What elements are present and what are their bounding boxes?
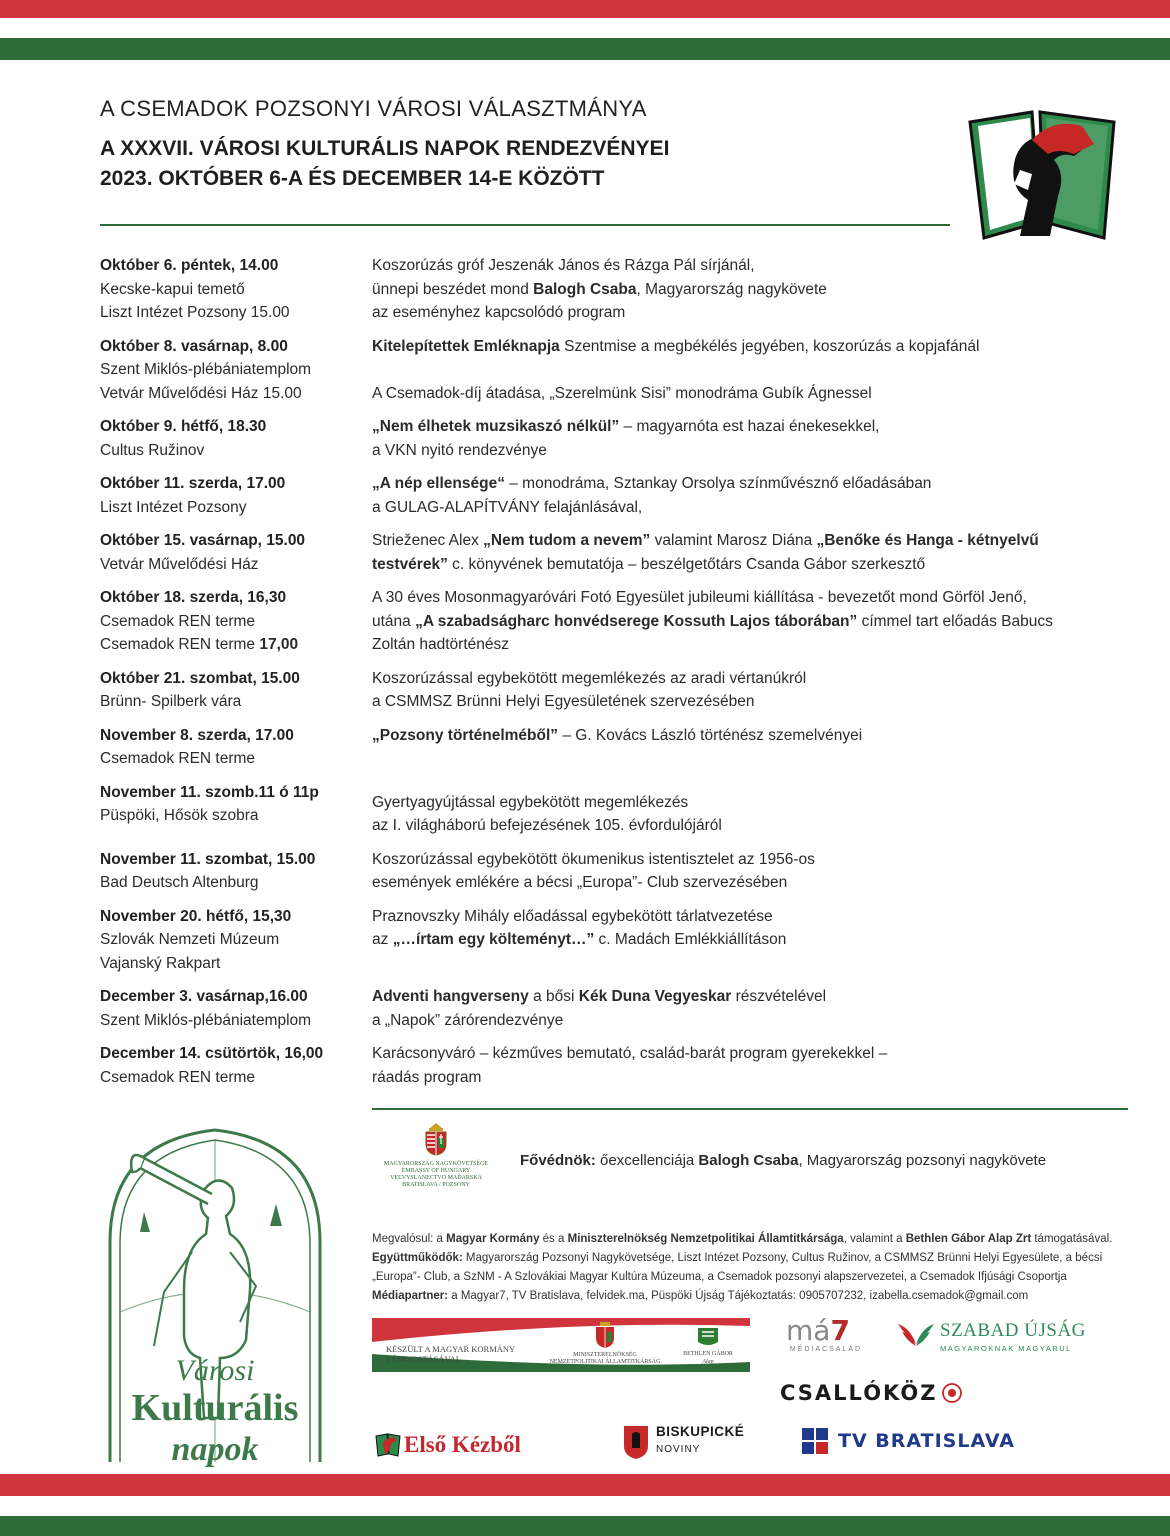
coat-of-arms-icon [596, 1322, 614, 1348]
event-location: Püspöki, Hősök szobra [100, 807, 259, 824]
desc-text: Koszorúzással egybekötött megemlékezés az aradi vértanúkról [372, 669, 807, 687]
credits-bold: Miniszterelnökség Nemzetpolitikai Államtitkársága [567, 1233, 844, 1245]
event-description [372, 905, 1072, 976]
event-date: Október 11. szerda, 17.00 [100, 475, 286, 492]
desc-text: a CSMMSZ Brünni Helyi Egyesületének szervezésében [372, 693, 755, 710]
credits-text: a Magyar7, TV Bratislava, felvidek.ma, Püspöki Újság Tájékoztatás: 0905707232, izabella.csemadok@gmail.com [448, 1290, 1029, 1302]
ma7-subtitle: MÉDIACSALÁD [789, 1346, 863, 1353]
event-row [100, 905, 1130, 976]
bottom-green-stripe [0, 1516, 1170, 1536]
patron-text: őexcellenciája [595, 1152, 699, 1169]
event-row [100, 472, 1130, 519]
credits-bold: Magyar Kormány [446, 1233, 540, 1245]
event-when [100, 848, 372, 895]
event-date: November 11. szomb.11 ó 11p [100, 783, 319, 801]
patron-text: , Magyarország pozsonyi nagykövete [798, 1152, 1047, 1169]
csemadok-mini-icon [374, 1432, 402, 1458]
patron-line [520, 1152, 1046, 1169]
vkn-logo-word-3: napok [171, 1431, 259, 1468]
embassy-logo [372, 1122, 500, 1192]
desc-bold: „Nem élhetek muzsikaszó nélkül” [372, 418, 620, 435]
szabad-ujsag-name: SZABAD ÚJSÁG [940, 1320, 1086, 1341]
event-when [100, 529, 372, 576]
szabad-ujsag-slogan: MAGYAROKNAK MAGYARUL [940, 1344, 1072, 1353]
header-divider [100, 224, 950, 226]
szabad-ujsag-logo [896, 1318, 1088, 1358]
event-location: Csemadok REN terme [100, 612, 256, 630]
desc-text: , Magyarország nagykövete [636, 280, 827, 298]
desc-text: részvételével [731, 988, 827, 1005]
desc-bold: „…írtam egy költeményt…” [392, 931, 595, 948]
event-location: Szent Miklós-plébániatemplom [100, 361, 312, 378]
embassy-name-hu: MAGYARORSZÁG NAGYKÖVETSÉGE [383, 1161, 489, 1167]
biskupicke-noviny-logo [622, 1424, 772, 1464]
ma7-logo [786, 1316, 866, 1364]
desc-bold: Kitelepítettek Emléknapja [372, 337, 560, 355]
event-when [100, 985, 372, 1032]
desc-text: a „Napok” zárórendezvénye [372, 1011, 564, 1029]
event-location: Csemadok REN terme [100, 1068, 256, 1086]
event-row [100, 781, 1130, 838]
event-location: Vetvár Művelődési Ház [100, 555, 259, 573]
event-when [100, 335, 372, 406]
credits-text: Megvalósul: a [372, 1233, 447, 1245]
desc-text: Karácsonyváró – kézműves bemutató, család-barát program gyerekekkel – [372, 1045, 888, 1062]
credits [372, 1230, 1132, 1306]
desc-bold: testvérek” [372, 555, 448, 573]
desc-bold: „A nép ellensége“ [372, 475, 505, 492]
header [100, 96, 960, 194]
event-date: Október 18. szerda, 16,30 [100, 589, 287, 606]
event-row [100, 985, 1130, 1032]
desc-text: Praznovszky Mihály előadással egybekötött tárlatvezetése [372, 907, 773, 925]
banner-line-1: KÉSZÜLT A MAGYAR KORMÁNY [386, 1344, 516, 1354]
tv-bratislava-logo [802, 1428, 1022, 1458]
ma7-seven: 7 [830, 1314, 850, 1347]
badge-icon [941, 1382, 963, 1404]
csallokoz-name: CSALLÓKÖZ [780, 1381, 938, 1405]
event-location: Kecske-kapui temető [100, 280, 245, 298]
event-location: Csemadok REN terme [100, 750, 256, 767]
bethlen-gabor-alap-icon [698, 1328, 718, 1345]
event-when [100, 667, 372, 714]
event-date: November 20. hétfő, 15,30 [100, 907, 292, 925]
event-description [372, 724, 1072, 771]
event-location: Csemadok REN terme [100, 636, 260, 653]
desc-text: valamint Marosz Diána [650, 532, 817, 549]
event-location: Vetvár Művelődési Ház 15.00 [100, 384, 302, 402]
desc-text: – magyarnóta est hazai énekesekkel, [619, 418, 880, 435]
desc-text: Strieženec Alex [372, 532, 484, 549]
biskupicke-name: BISKUPICKÉ [656, 1424, 745, 1439]
event-description [372, 1042, 1072, 1089]
desc-text: a bősi [528, 988, 579, 1005]
event-date: November 8. szerda, 17.00 [100, 726, 294, 744]
event-location: Szlovák Nemzeti Múzeum [100, 931, 280, 948]
event-when [100, 905, 372, 976]
desc-bold: Adventi hangverseny [372, 988, 529, 1005]
patron-label: Fővédnök: [520, 1152, 596, 1169]
elso-kezbol-logo [372, 1418, 608, 1462]
event-row [100, 1042, 1130, 1089]
biskupicke-subtitle: NOVINY [656, 1444, 701, 1455]
event-row [100, 335, 1130, 406]
desc-text: c. Madách Emlékkiállításon [594, 931, 787, 948]
wings-icon [896, 1318, 936, 1352]
desc-text: c. könyvének bemutatója – beszélgetőtárs Csanda Gábor szerkesztő [447, 555, 926, 573]
credits-text: Magyarország Pozsonyi Nagykövetsége, Liszt Intézet Pozsony, Cultus Ružinov, a CSMMSZ Brünni Helyi Egyesülete, a bécsi „Europa”- Club, a SzNM - A Szlovákiai Magyar Kultúra Múzeuma, a Csemadok pozsonyi alapszervezetei, a Csemadok Ifjúsági Csoportja [372, 1252, 1103, 1283]
program-divider [372, 1108, 1128, 1110]
event-description [372, 848, 1072, 895]
event-row [100, 254, 1130, 325]
event-time-bold: 17,00 [259, 636, 299, 653]
desc-text: események emlékére a bécsi „Europa”- Club szervezésében [372, 874, 788, 891]
event-when [100, 1042, 372, 1089]
event-location: Szent Miklós-plébániatemplom [100, 1011, 312, 1029]
ma7-text: má [786, 1314, 831, 1347]
desc-text: ünnepi beszédet mond [372, 280, 534, 298]
event-when [100, 254, 372, 325]
event-when [100, 781, 372, 838]
credits-text: és a [539, 1233, 568, 1245]
event-row [100, 415, 1130, 462]
program-list [100, 254, 1130, 1099]
desc-text: Koszorúzással egybekötött ökumenikus istentisztelet az 1956-os [372, 850, 815, 868]
event-date: Október 21. szombat, 15.00 [100, 669, 300, 687]
event-row [100, 667, 1130, 714]
event-location: Liszt Intézet Pozsony [100, 498, 247, 516]
event-description [372, 985, 1072, 1032]
event-description [372, 472, 1072, 519]
hungarian-coat-of-arms-icon [422, 1122, 450, 1156]
title-line-1: A XXXVII. VÁROSI KULTURÁLIS NAPOK RENDEZVÉNYEI [100, 137, 670, 160]
event-description [372, 415, 1072, 462]
desc-bold: „Benőke és Hanga - kétnyelvű [816, 532, 1039, 549]
event-description [372, 335, 1072, 406]
embassy-city: BRATISLAVA / POZSONY [402, 1182, 470, 1188]
title-line-2: 2023. OKTÓBER 6-A ÉS DECEMBER 14-E KÖZÖTT [100, 167, 605, 190]
event-location: Brünn- Spilberk vára [100, 693, 242, 710]
event-location: Vajanský Rakpart [100, 954, 221, 972]
credits-bold: Együttműködők: [372, 1252, 463, 1264]
organizer-heading: A CSEMADOK POZSONYI VÁROSI VÁLASZTMÁNYA [100, 96, 647, 121]
desc-text: címmel tart előadás Babucs [857, 612, 1053, 630]
event-when [100, 472, 372, 519]
tv-bratislava-icon [802, 1428, 830, 1456]
event-description [372, 667, 1072, 714]
tv-bratislava-name: TV BRATISLAVA [838, 1430, 1015, 1452]
desc-text: – G. Kovács László történész szemelvényei [558, 726, 863, 744]
event-row [100, 724, 1130, 771]
desc-text: A Csemadok-díj átadása, „Szerelmünk Sisi” monodráma Gubík Ágnessel [372, 384, 872, 402]
event-row [100, 529, 1130, 576]
desc-text: Szentmise a megbékélés jegyében, koszorúzás a kopjafánál [559, 337, 980, 355]
event-description [372, 254, 1072, 325]
desc-text: az [372, 931, 393, 948]
top-green-stripe [0, 38, 1170, 60]
event-date: November 11. szombat, 15.00 [100, 850, 316, 868]
event-when [100, 724, 372, 771]
embassy-name-sk: VEĽVYSLANECTVO MAĎARSKA [390, 1175, 482, 1181]
desc-text: Gyertyagyújtással egybekötött megemlékezés [372, 793, 689, 811]
event-when [100, 415, 372, 462]
credits-bold: Médiapartner: [372, 1290, 449, 1302]
desc-text: a VKN nyitó rendezvénye [372, 441, 547, 459]
desc-text: utána [372, 612, 416, 630]
event-location: Bad Deutsch Altenburg [100, 874, 259, 891]
event-date: Október 15. vasárnap, 15.00 [100, 532, 306, 549]
desc-text: a GULAG-ALAPÍTVÁNY felajánlásával, [372, 498, 643, 516]
bga-line-1: BETHLEN GÁBOR [683, 1351, 733, 1357]
desc-bold: Balogh Csaba [533, 280, 637, 298]
desc-text: ráadás program [372, 1068, 482, 1086]
desc-text: A 30 éves Mosonmagyaróvári Fotó Egyesület jubileumi kiállítása - bevezetőt mond Görföl Jenő, [372, 589, 1027, 606]
desc-bold: „Pozsony történelméből” [372, 726, 559, 744]
ministry-line-2: NEMZETPOLITIKAI ÁLLAMTITKÁRSÁG [549, 1359, 661, 1365]
event-date: Október 6. péntek, 14.00 [100, 257, 279, 274]
event-description [372, 586, 1072, 657]
event-date: December 14. csütörtök, 16,00 [100, 1045, 324, 1062]
desc-bold: Kék Duna Vegyeskar [578, 988, 732, 1005]
desc-text: Zoltán hadtörténész [372, 636, 510, 653]
event-description [372, 781, 1072, 838]
event-row [100, 586, 1130, 657]
varosi-kulturalis-napok-logo [100, 1122, 330, 1474]
event-location: Liszt Intézet Pozsony 15.00 [100, 304, 290, 321]
credits-bold: Bethlen Gábor Alap Zrt [905, 1233, 1032, 1245]
elso-kezbol-name: Első Kézből [404, 1432, 521, 1457]
event-date: Október 8. vasárnap, 8.00 [100, 337, 288, 355]
bga-line-2: Alap [702, 1359, 714, 1365]
credits-text: támogatásával. [1031, 1233, 1113, 1245]
vkn-logo-word-1: Városi [175, 1354, 255, 1387]
desc-text: az I. világháború befejezésének 105. évfordulójáról [372, 817, 722, 834]
desc-bold: „Nem tudom a nevem” [483, 532, 651, 549]
event-date: Október 9. hétfő, 18.30 [100, 418, 267, 435]
event-row [100, 848, 1130, 895]
ministry-line-1: MINISZTERELNÖKSÉG [573, 1352, 637, 1358]
event-location: Cultus Ružinov [100, 441, 205, 459]
desc-bold: „A szabadságharc honvédserege Kossuth Lajos táborában” [415, 612, 858, 630]
government-support-banner [372, 1318, 750, 1372]
patron-block [372, 1122, 1132, 1192]
patron-name: Balogh Csaba [698, 1152, 799, 1169]
desc-text: az eseményhez kapcsolódó program [372, 304, 626, 321]
desc-text: – monodráma, Sztankay Orsolya színművésznő előadásában [504, 475, 932, 492]
event-description [372, 529, 1072, 576]
event-date: December 3. vasárnap,16.00 [100, 988, 308, 1005]
embassy-name-en: EMBASSY OF HUNGARY [401, 1168, 471, 1174]
bottom-red-stripe [0, 1474, 1170, 1496]
csemadok-logo [962, 104, 1122, 242]
coat-of-arms-icon [622, 1424, 650, 1460]
top-red-stripe [0, 0, 1170, 18]
event-when [100, 586, 372, 657]
vkn-logo-word-2: Kulturális [131, 1387, 299, 1429]
banner-line-2: TÁMOGATÁSÁVAL [386, 1354, 461, 1364]
credits-text: , valamint a [843, 1233, 906, 1245]
csallokoz-logo [780, 1378, 963, 1408]
desc-text: Koszorúzás gróf Jeszenák János és Rázga Pál sírjánál, [372, 257, 755, 274]
